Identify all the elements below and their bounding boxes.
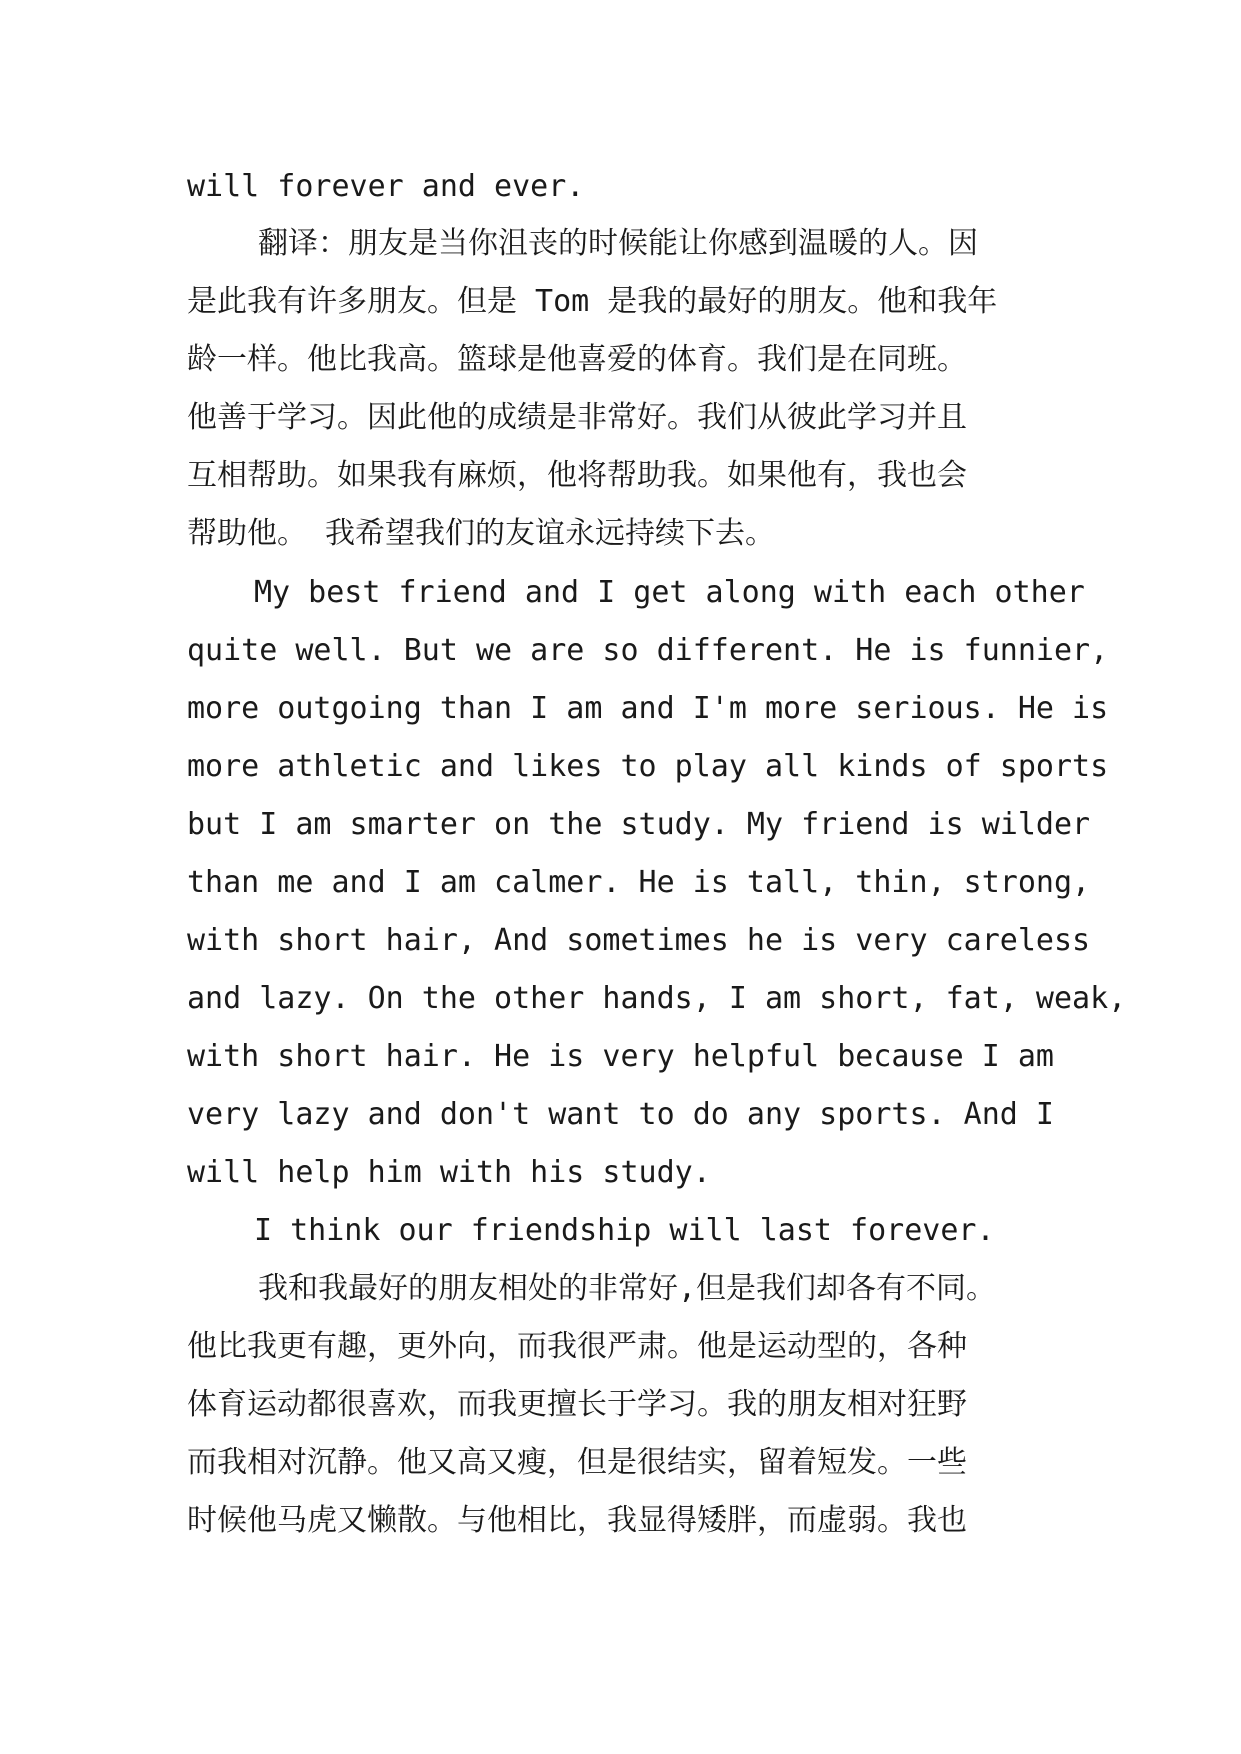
line-text: 他比我更有趣，更外向，而我很严肃。他是运动型的，各种 <box>187 1329 967 1364</box>
line-text: My best friend and I get along with each other <box>254 575 1085 610</box>
text-line <box>0 163 1241 211</box>
text-line <box>0 569 1241 617</box>
text-line <box>0 859 1241 907</box>
text-line <box>0 336 1241 384</box>
text-line <box>0 1265 1241 1313</box>
line-text: will help him with his study. <box>187 1155 711 1190</box>
text-line <box>0 975 1241 1023</box>
line-text: will forever and ever. <box>187 169 585 204</box>
line-text: with short hair. He is very helpful because I am <box>187 1039 1054 1074</box>
text-line <box>0 627 1241 675</box>
text-line <box>0 743 1241 791</box>
text-line <box>0 1207 1241 1255</box>
text-line <box>0 917 1241 965</box>
text-line <box>0 394 1241 442</box>
line-text: 互相帮助。如果我有麻烦，他将帮助我。如果他有，我也会 <box>187 458 967 493</box>
line-text: 体育运动都很喜欢，而我更擅长于学习。我的朋友相对狂野 <box>187 1387 967 1422</box>
text-line <box>0 278 1241 326</box>
line-text: 龄一样。他比我高。篮球是他喜爱的体育。我们是在同班。 <box>187 342 967 377</box>
line-text: with short hair, And sometimes he is very careless <box>187 923 1091 958</box>
line-text: 帮助他。 我希望我们的友谊永远持续下去。 <box>187 516 776 551</box>
line-text: 是此我有许多朋友。但是 Tom 是我的最好的朋友。他和我年 <box>187 284 998 319</box>
line-text: 翻译：朋友是当你沮丧的时候能让你感到温暖的人。因 <box>258 226 978 261</box>
text-line <box>0 1381 1241 1429</box>
line-text: quite well. But we are so different. He is funnier, <box>187 633 1109 668</box>
line-text: I think our friendship will last forever. <box>254 1213 995 1248</box>
text-line <box>0 1091 1241 1139</box>
text-line <box>0 510 1241 558</box>
text-line <box>0 1323 1241 1371</box>
text-line <box>0 1149 1241 1197</box>
line-text: 时候他马虎又懒散。与他相比，我显得矮胖，而虚弱。我也 <box>187 1503 967 1538</box>
text-line <box>0 801 1241 849</box>
line-text: 他善于学习。因此他的成绩是非常好。我们从彼此学习并且 <box>187 400 967 435</box>
text-line <box>0 1439 1241 1487</box>
text-line <box>0 1033 1241 1081</box>
text-line <box>0 1497 1241 1545</box>
text-line <box>0 220 1241 268</box>
line-text: than me and I am calmer. He is tall, thin, strong, <box>187 865 1091 900</box>
line-text: and lazy. On the other hands, I am short, fat, weak, <box>187 981 1127 1016</box>
line-text: 我和我最好的朋友相处的非常好,但是我们却各有不同。 <box>258 1271 997 1306</box>
text-line <box>0 452 1241 500</box>
line-text: very lazy and don't want to do any sports. And I <box>187 1097 1054 1132</box>
line-text: more outgoing than I am and I'm more serious. He is <box>187 691 1109 726</box>
line-text: 而我相对沉静。他又高又瘦，但是很结实，留着短发。一些 <box>187 1445 967 1480</box>
line-text: more athletic and likes to play all kinds of sports <box>187 749 1109 784</box>
text-line <box>0 685 1241 733</box>
line-text: but I am smarter on the study. My friend is wilder <box>187 807 1091 842</box>
